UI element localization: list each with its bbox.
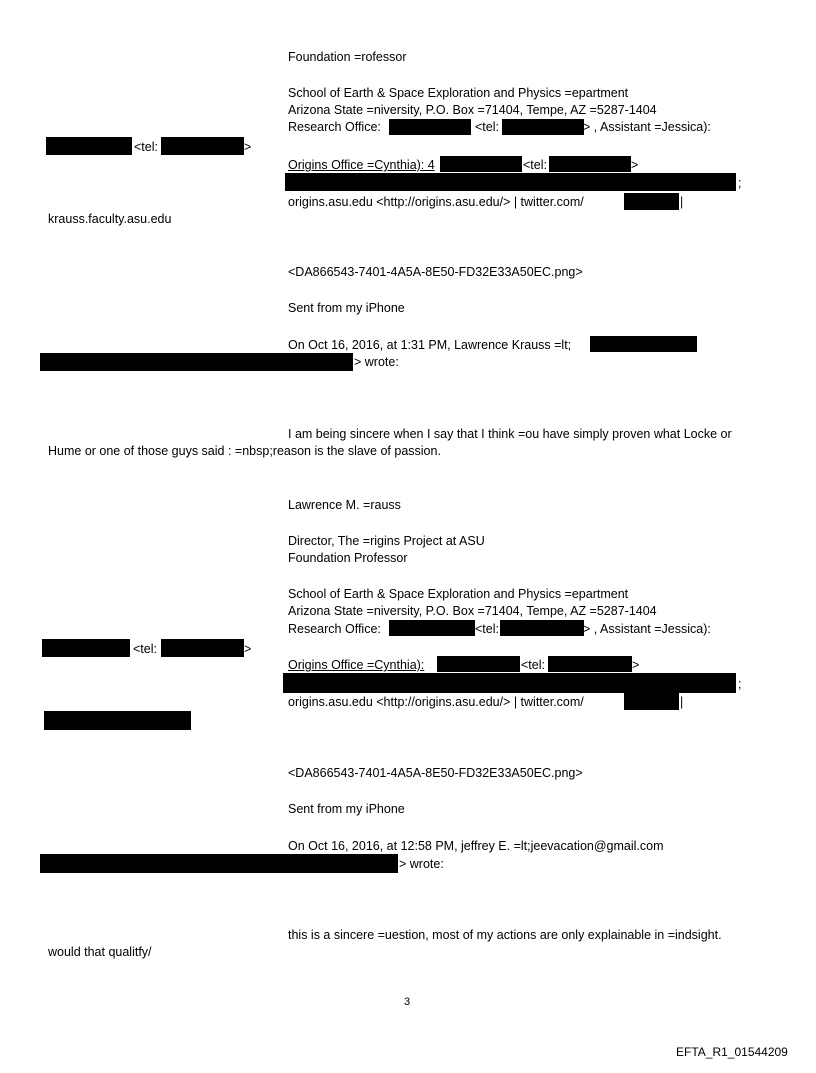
redaction bbox=[40, 854, 398, 873]
tel-open: <tel: bbox=[475, 120, 499, 134]
left-close: > bbox=[244, 140, 252, 154]
redaction bbox=[440, 156, 522, 172]
redaction bbox=[46, 137, 132, 155]
redaction bbox=[40, 353, 353, 371]
on-line: On Oct 16, 2016, at 12:58 PM, jeffrey E. =lt;jeevacation@gmail.com bbox=[288, 839, 664, 853]
origins-url: origins.asu.edu <http://origins.asu.edu/> | twitter.com/ bbox=[288, 695, 584, 709]
left-tel: <tel: bbox=[133, 642, 157, 656]
foundation-line: Foundation Professor bbox=[288, 551, 408, 565]
redaction bbox=[161, 639, 244, 657]
redaction bbox=[161, 137, 244, 155]
assistant-text: > , Assistant =Jessica): bbox=[583, 622, 711, 636]
origins-close: > bbox=[631, 158, 639, 172]
director-line: Director, The =rigins Project at ASU bbox=[288, 534, 485, 548]
twitter-close: | bbox=[680, 195, 684, 209]
research-office-label: Research Office: bbox=[288, 622, 381, 636]
redaction bbox=[500, 620, 584, 636]
semicolon: ; bbox=[738, 176, 742, 190]
research-office-label: Research Office: bbox=[288, 120, 381, 134]
left-tel: <tel: bbox=[134, 140, 158, 154]
redaction bbox=[283, 673, 736, 693]
school-line: School of Earth & Space Exploration and Physics =epartment bbox=[288, 587, 629, 601]
question-line-1: this is a sincere =uestion, most of my actions are only explainable in =indsight. bbox=[288, 928, 722, 942]
left-close: > bbox=[244, 642, 252, 656]
tel-open: <tel: bbox=[475, 622, 499, 636]
redaction bbox=[502, 119, 584, 135]
attachment-filename: <DA866543-7401-4A5A-8E50-FD32E33A50EC.png> bbox=[288, 766, 583, 780]
redaction bbox=[590, 336, 697, 352]
redaction bbox=[389, 119, 471, 135]
redaction bbox=[285, 173, 736, 191]
signature-name: Lawrence M. =rauss bbox=[288, 498, 401, 512]
on-line: On Oct 16, 2016, at 1:31 PM, Lawrence Krauss =lt; bbox=[288, 338, 572, 352]
message-line-1: I am being sincere when I say that I think =ou have simply proven what Locke or bbox=[288, 427, 732, 441]
twitter-close: | bbox=[680, 695, 684, 709]
faculty-url: krauss.faculty.asu.edu bbox=[48, 212, 172, 226]
school-line: School of Earth & Space Exploration and Physics =epartment bbox=[288, 86, 629, 100]
wrote-line: > wrote: bbox=[399, 857, 444, 871]
redaction bbox=[548, 656, 632, 672]
redaction bbox=[624, 693, 679, 710]
message-line-2: Hume or one of those guys said : =nbsp;reason is the slave of passion. bbox=[48, 444, 441, 458]
sent-from: Sent from my iPhone bbox=[288, 802, 405, 816]
page-number: 3 bbox=[404, 996, 411, 1008]
redaction bbox=[624, 193, 679, 210]
address-line: Arizona State =niversity, P.O. Box =71404, Tempe, AZ =5287-1404 bbox=[288, 604, 657, 618]
origins-tel: <tel: bbox=[523, 158, 547, 172]
redaction bbox=[389, 620, 475, 636]
assistant-text: > , Assistant =Jessica): bbox=[583, 120, 711, 134]
redaction bbox=[44, 711, 191, 730]
wrote-line: > wrote: bbox=[354, 355, 399, 369]
origins-close: > bbox=[632, 658, 640, 672]
attachment-filename: <DA866543-7401-4A5A-8E50-FD32E33A50EC.png> bbox=[288, 265, 583, 279]
foundation-title: Foundation =rofessor bbox=[288, 50, 407, 64]
redaction bbox=[437, 656, 520, 672]
footer-document-id: EFTA_R1_01544209 bbox=[676, 1045, 788, 1059]
redaction bbox=[549, 156, 631, 172]
origins-url: origins.asu.edu <http://origins.asu.edu/> | twitter.com/ bbox=[288, 195, 584, 209]
origins-office-label: Origins Office =Cynthia): bbox=[288, 658, 425, 672]
origins-office-label: Origins Office =Cynthia): 4 bbox=[288, 158, 435, 172]
redaction bbox=[42, 639, 130, 657]
semicolon: ; bbox=[738, 677, 742, 691]
question-line-2: would that qualitfy/ bbox=[48, 945, 152, 959]
sent-from: Sent from my iPhone bbox=[288, 301, 405, 315]
address-line: Arizona State =niversity, P.O. Box =71404, Tempe, AZ =5287-1404 bbox=[288, 103, 657, 117]
origins-tel: <tel: bbox=[521, 658, 545, 672]
